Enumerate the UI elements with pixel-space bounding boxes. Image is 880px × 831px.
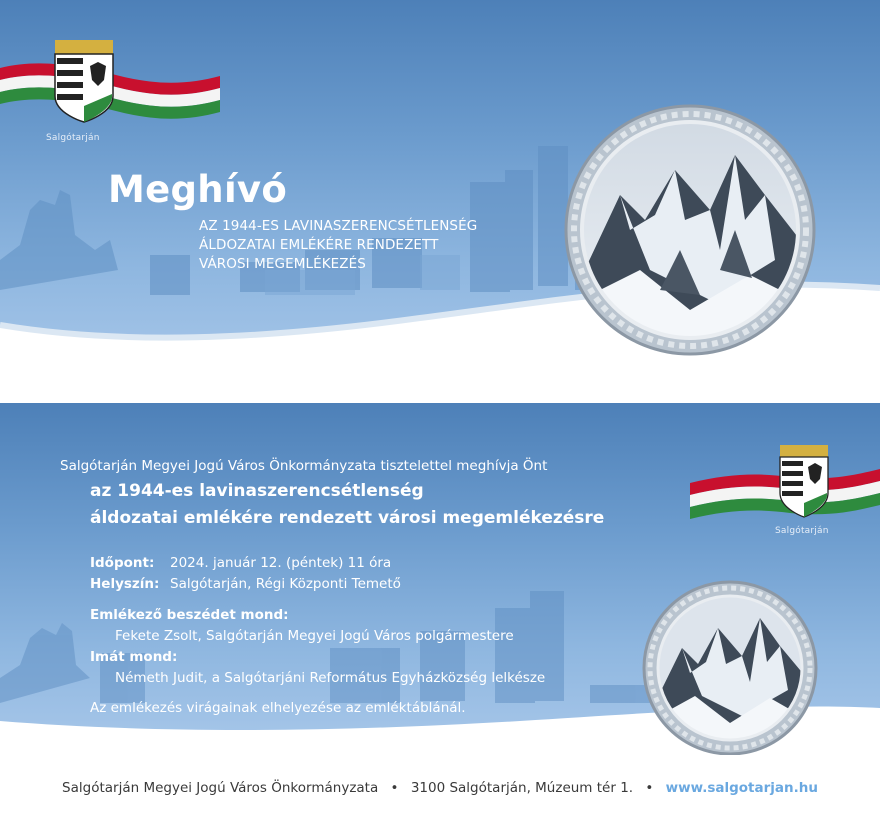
headline-line-1: az 1944-es lavinaszerencsétlenség [90, 481, 424, 501]
footer [0, 780, 880, 796]
mountain-medallion [560, 100, 820, 360]
headline-line-2: áldozatai emlékére rendezett városi megemlékezésre [90, 508, 605, 528]
city-crest-flag [690, 443, 880, 523]
subtitle-line-2: ÁLDOZATAI EMLÉKÉRE RENDEZETT [199, 237, 439, 253]
place-label: Helyszín: [90, 576, 160, 592]
city-crest-flag [0, 36, 220, 126]
date-label: Időpont: [90, 555, 155, 571]
prayer-label: Imát mond: [90, 649, 178, 665]
invitation-cover [0, 0, 880, 384]
website-link[interactable]: www.salgotarjan.hu [665, 780, 818, 796]
mountain-medallion [640, 578, 820, 755]
place-value: Salgótarján, Régi Központi Temető [170, 576, 401, 592]
crest-label: Salgótarján [775, 526, 829, 536]
footer-org: Salgótarján Megyei Jogú Város Önkormányzata [62, 780, 379, 796]
page-title: Meghívó [108, 168, 288, 211]
intro-text: Salgótarján Megyei Jogú Város Önkormányzata tisztelettel meghívja Önt [60, 458, 548, 474]
footer-separator: • [390, 780, 399, 796]
speaker-value: Fekete Zsolt, Salgótarján Megyei Jogú Város polgármestere [115, 628, 514, 644]
subtitle-line-1: AZ 1944-ES LAVINASZERENCSÉTLENSÉG [199, 218, 478, 234]
footer-address: 3100 Salgótarján, Múzeum tér 1. [410, 780, 634, 796]
speaker-label: Emlékező beszédet mond: [90, 607, 289, 623]
date-value: 2024. január 12. (péntek) 11 óra [170, 555, 392, 571]
footer-separator: • [645, 780, 654, 796]
note-text: Az emlékezés virágainak elhelyezése az emléktáblánál. [90, 700, 466, 716]
subtitle-line-3: VÁROSI MEGEMLÉKEZÉS [199, 256, 366, 272]
prayer-value: Németh Judit, a Salgótarjáni Református Egyházközség lelkésze [115, 670, 546, 686]
crest-label: Salgótarján [46, 133, 100, 143]
